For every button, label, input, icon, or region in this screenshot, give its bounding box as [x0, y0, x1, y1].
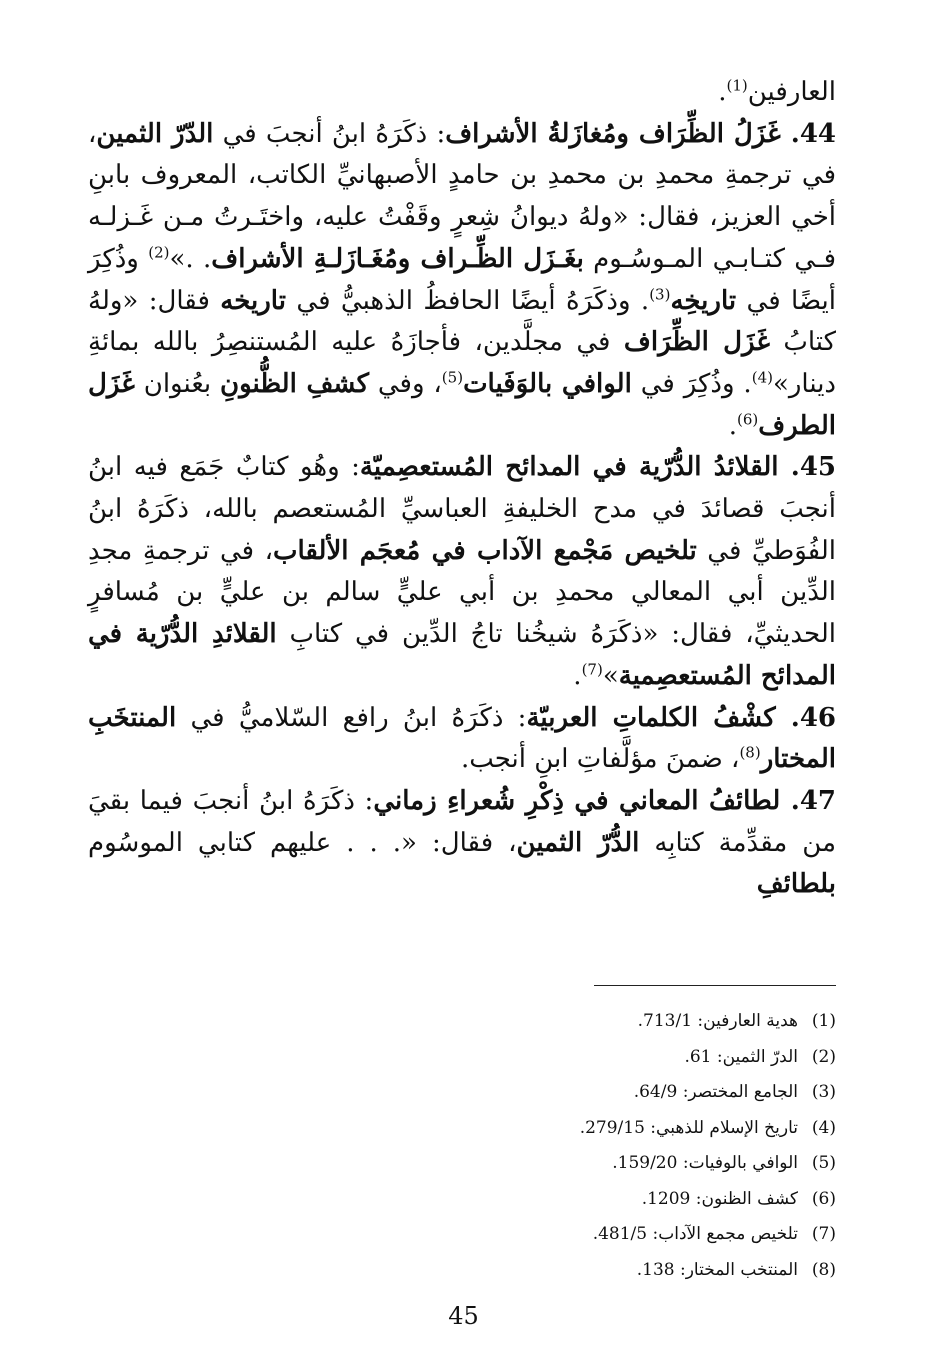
footnote-list: [88, 1004, 836, 1288]
footnote-text: الوافي بالوفيات: 159/20.: [612, 1153, 798, 1173]
text-run: »: [602, 660, 619, 691]
footnote-ref: (3): [649, 284, 671, 303]
footnote-ref: (1): [726, 76, 748, 95]
paragraph: [88, 447, 836, 697]
footnote-mark: (2): [811, 1046, 836, 1067]
text-run: .: [573, 660, 582, 691]
footnote-ref: (6): [736, 409, 759, 428]
text-run: بعُنوان: [134, 368, 220, 399]
footnote-mark: (8): [811, 1259, 836, 1280]
footnote-text: كشف الظنون: 1209.: [641, 1188, 798, 1209]
text-run: . .»: [169, 243, 212, 274]
footnote-text: الجامع المختصر: 64/9.: [633, 1082, 798, 1102]
bold-text: غَزَل الظِّرَاف: [623, 327, 770, 358]
bold-text: الدّرّ الثمين: [96, 118, 214, 149]
footnote-item: [88, 1217, 836, 1253]
bold-text: تلخيص مَجْمع الآداب في مُعجَم الألقاب: [272, 535, 697, 566]
page-number: 45: [448, 1302, 479, 1330]
text-run: .: [718, 77, 727, 107]
footnote-text: الدرّ الثمين: 61.: [684, 1046, 798, 1067]
bold-text: 45.: [778, 452, 837, 483]
paragraph: [88, 114, 836, 448]
footnote-text: هدية العارفين: 713/1.: [637, 1011, 798, 1031]
footnote-item: [88, 1111, 836, 1147]
text-run: ، ضمنَ مؤلَّفاتِ ابنِ أنجب.: [460, 744, 740, 775]
footnote-ref: (5): [441, 368, 464, 387]
text-run: العارفين: [747, 77, 836, 107]
footnote-mark: (5): [811, 1153, 836, 1173]
text-run: : ذكَرَهُ ابنُ رافع السّلاميُّ في: [176, 702, 527, 733]
footnote-ref: (2): [148, 243, 170, 262]
paragraph: [88, 698, 836, 781]
paragraph: [88, 72, 836, 114]
bold-text: الوافي بالوَفَيات: [463, 368, 632, 399]
bold-text: 47.: [780, 785, 836, 816]
footnote-mark: (3): [811, 1082, 836, 1102]
text-run: .: [728, 410, 737, 441]
footnote-text: تاريخ الإسلام للذهبي: 279/15.: [579, 1117, 798, 1138]
text-run: في مجلَّدين، فأجازَهُ عليه المُستنصِرُ بالله بمائةِ دينار»: [88, 327, 837, 399]
text-run: : ذكَرَهُ ابنُ أنجبَ في: [213, 118, 446, 149]
footnote-divider: [594, 985, 836, 986]
bold-text: بلطائفِ: [756, 869, 836, 900]
footnote-text: تلخيص مجمع الآداب: 481/5.: [592, 1224, 798, 1244]
text-run: : وهُو كتابٌ جَمَع فيه ابنُ أنجبَ قصائدَ في مدح الخليفةِ العباسيِّ المُستعصم بالله، ذكَرَهُ ابنُ الفُوَطيِّ في: [88, 452, 836, 566]
footnote-mark: (4): [811, 1117, 836, 1138]
bold-text: الدُّرّ الثمين: [516, 827, 640, 858]
bold-text: لطائفُ المعاني في ذِكْرِ شُعراءِ زماني: [373, 785, 781, 816]
paragraph: [88, 781, 836, 906]
main-text: [88, 72, 836, 906]
footnote-mark: (1): [811, 1011, 836, 1031]
bold-text: القلائدِ الدُّرّية في المدائح المُستعصِمية: [88, 619, 836, 691]
text-run: : ذكَرَهُ ابنُ أنجبَ فيما بقيَ من مقدِّمة كتابِه: [88, 785, 836, 858]
footnote-ref: (8): [739, 743, 761, 762]
text-run: . وذُكِرَ في: [631, 368, 752, 399]
bold-text: 44.: [780, 118, 836, 149]
text-run: وذُكِرَ أيضًا في: [88, 243, 836, 316]
bold-text: القلائدُ الدُّرّية في المدائح المُستعصِميّة: [359, 452, 779, 483]
footnote-mark: (7): [811, 1224, 836, 1244]
footnote-item: [88, 1146, 836, 1182]
footnotes: [88, 985, 836, 1288]
footnote-ref: (4): [751, 368, 773, 387]
text-run: فقال: «ولهُ كتابُ: [88, 285, 836, 358]
bold-text: كشفِ الظُّنونِ: [219, 368, 369, 399]
footnote-item: [88, 1182, 836, 1218]
footnote-item: [88, 1075, 836, 1111]
bold-text: غَزَل الطرف: [88, 368, 836, 441]
text-run: ، في ترجمةِ مجدِ الدِّين أبي المعالي محمدِ بن أبي عليٍّ سالم بن عليٍّ بن مُسافرٍ الحديثيِّ، فقال: «ذكَرَهُ شيخُنا تاجُ الدِّين في كتابِ: [88, 535, 836, 650]
bold-text: المنتخَبِ المختار: [88, 702, 836, 775]
footnote-mark: (6): [811, 1188, 836, 1209]
bold-text: كشْفُ الكلماتِ العربيّة: [526, 702, 776, 733]
bold-text: بغَـزَل الظِّـراف ومُغَـازَلـةِ الأشراف: [211, 243, 584, 274]
bold-text: تاريخه: [220, 285, 286, 316]
bold-text: تاريخِه: [670, 285, 737, 316]
footnote-item: [88, 1253, 836, 1289]
footnote-text: المنتخب المختار: 138.: [636, 1259, 798, 1280]
footnote-item: [88, 1004, 836, 1040]
bold-text: 46.: [775, 702, 837, 733]
text-run: ، في ترجمةِ محمدِ بن محمدِ بن حامدٍ الأصبهانيِّ الكاتب، المعروف بابنِ أخي العزيز، فقال: «ولهُ ديوانُ شِعرٍ وقَفْتُ عليه، واختَـرتُ مـن غَـزلـه فـي كتـابـي المـوسُـوم: [88, 118, 836, 274]
bold-text: غَزَلُ الظِّرَاف ومُغازَلةُ الأشراف: [445, 118, 781, 149]
text-run: ، وفي: [368, 368, 442, 399]
footnote-ref: (7): [581, 660, 603, 679]
text-run: ، فقال: «. . . عليهم كتابي الموسُوم: [88, 827, 517, 858]
text-run: . وذكَرَهُ أيضًا الحافظُ الذهبيُّ في: [285, 285, 650, 316]
footnote-item: [88, 1040, 836, 1076]
